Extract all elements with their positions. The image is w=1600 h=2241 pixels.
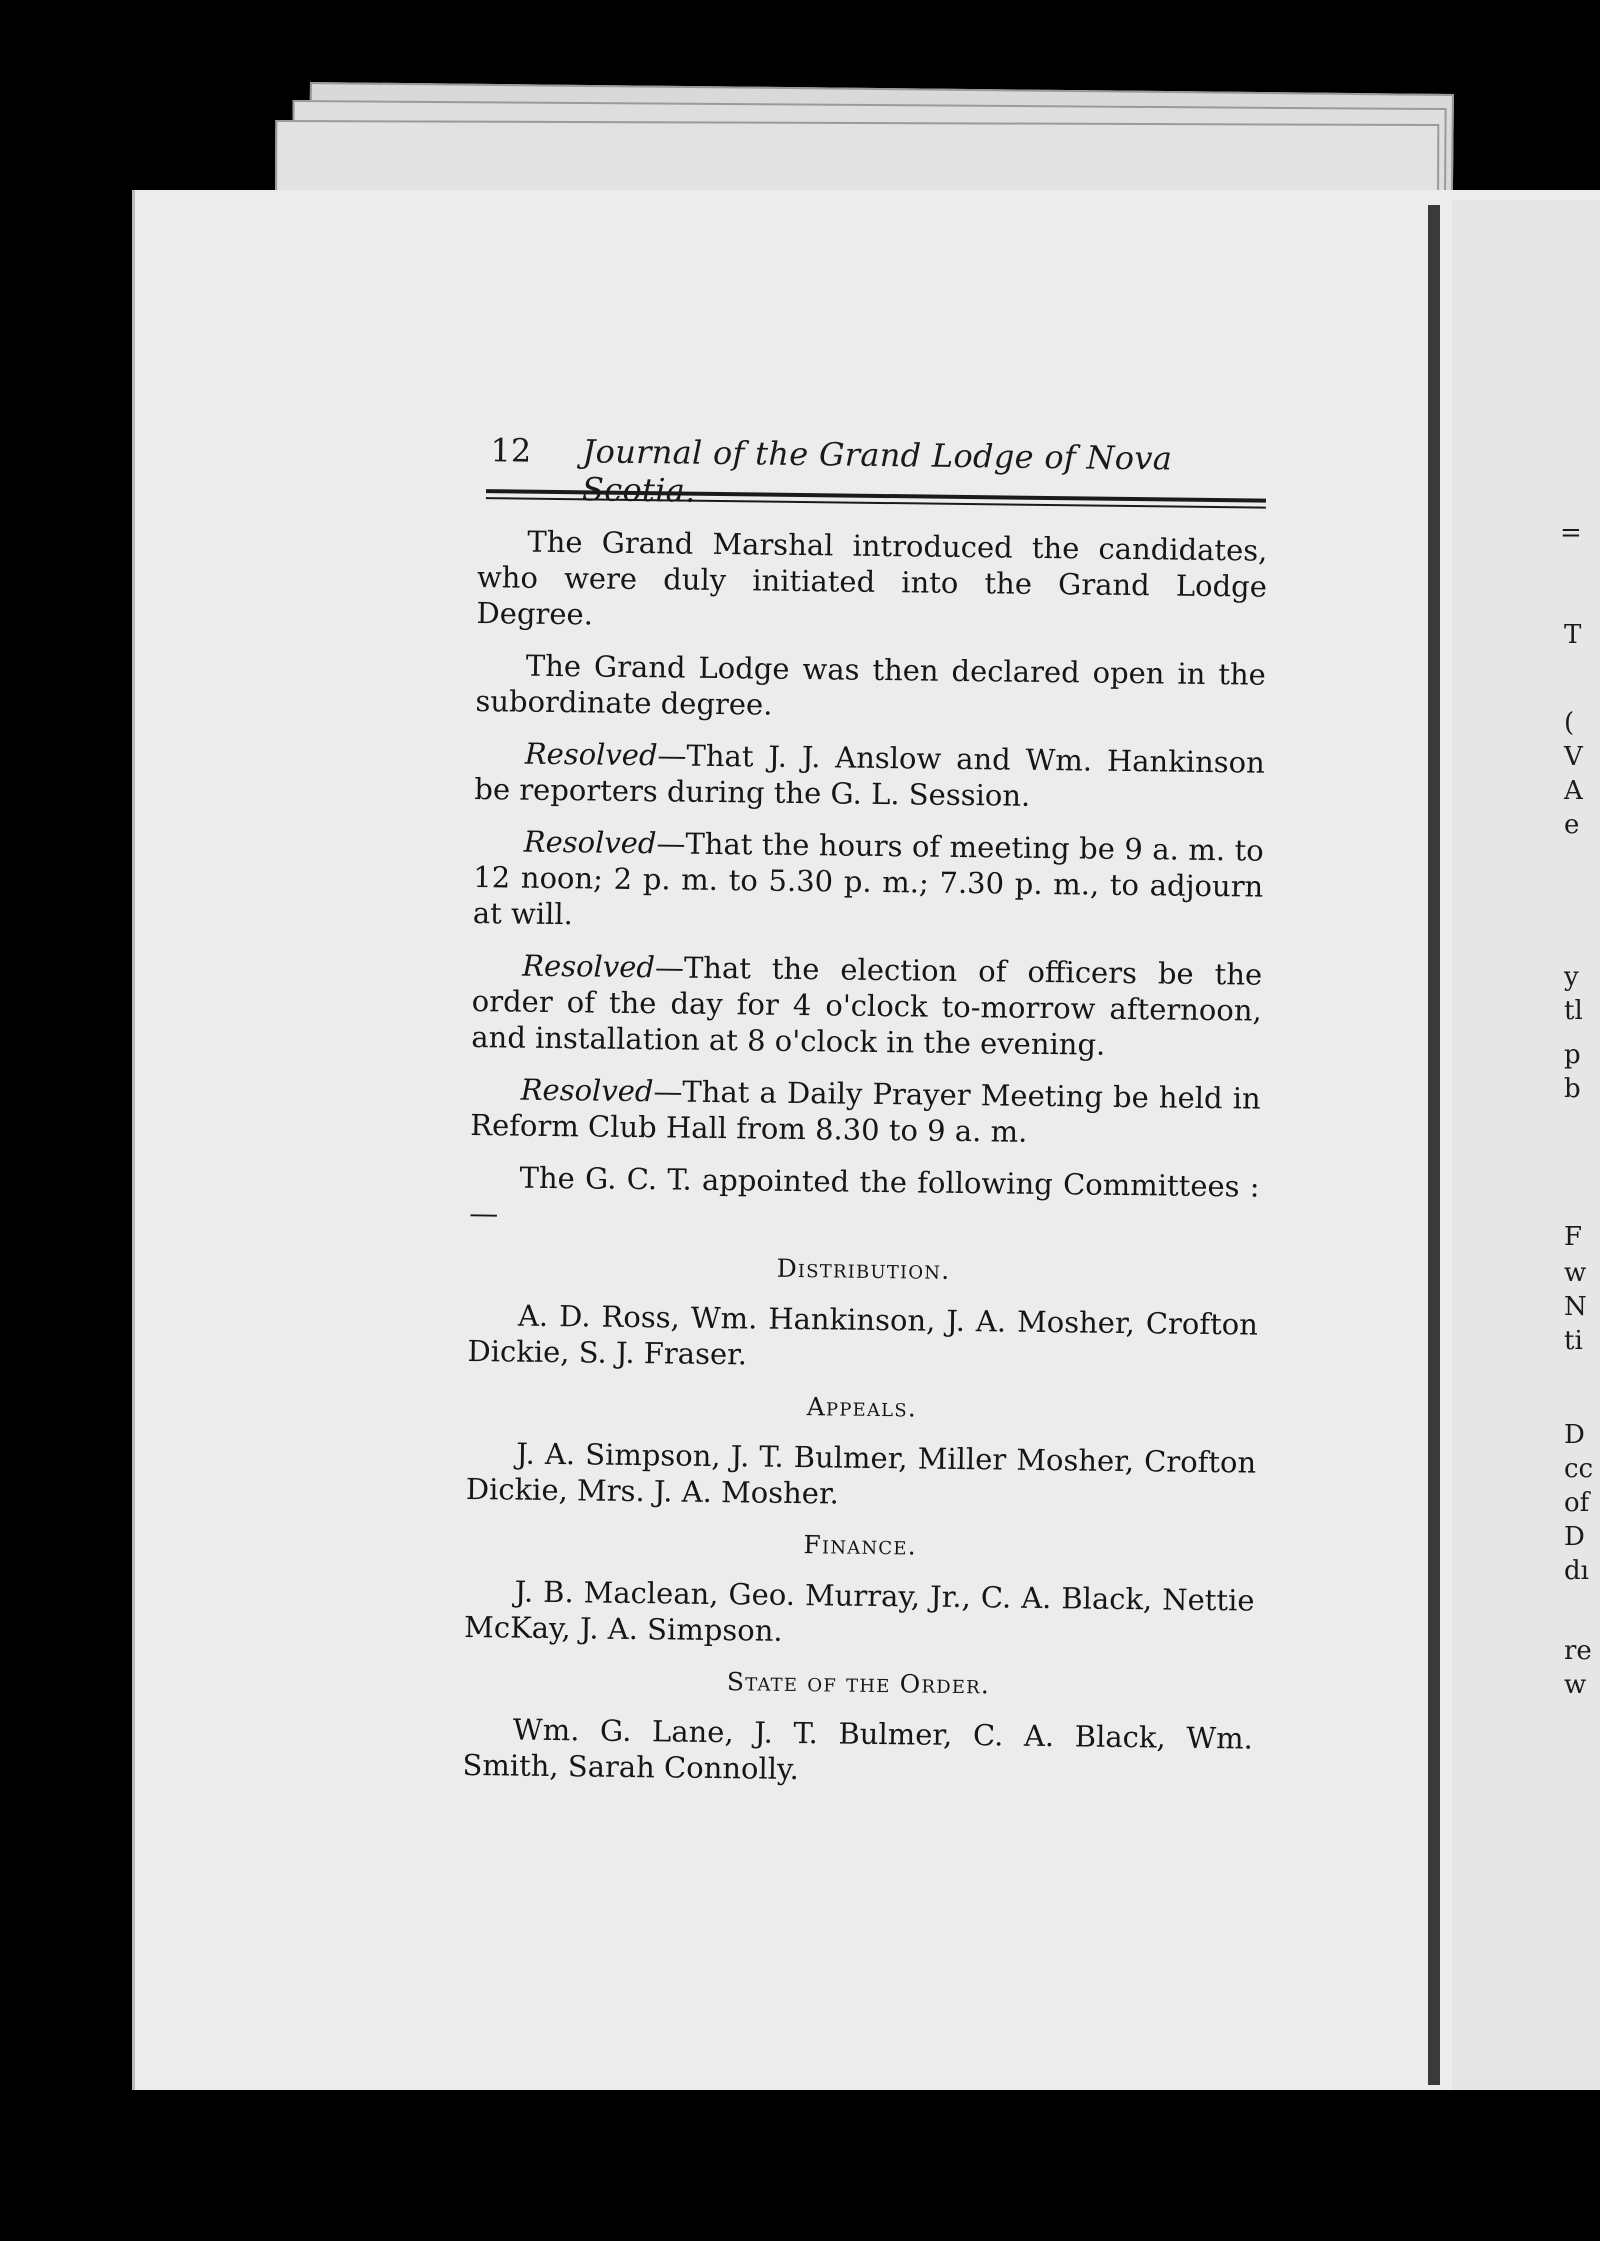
committee-heading: State of the Order. [463, 1661, 1253, 1707]
committee-heading: Finance. [465, 1523, 1255, 1569]
committee-members: A. D. Ross, Wm. Hankinson, J. A. Mosher, Crofton Dickie, S. J. Fraser. [467, 1297, 1258, 1379]
paragraph-text: The G. C. T. appointed the following Committees :— [469, 1161, 1260, 1231]
page-body [462, 523, 1268, 1809]
facing-page-fragment: N [1564, 1292, 1587, 1322]
resolved-lead: Resolved [521, 1073, 654, 1109]
resolution-paragraph [473, 823, 1264, 941]
committee-members: J. A. Simpson, J. T. Bulmer, Miller Mosher, Crofton Dickie, Mrs. J. A. Mosher. [466, 1435, 1257, 1517]
committee-members: Wm. G. Lane, J. T. Bulmer, C. A. Black, Wm. Smith, Sarah Connolly. [462, 1711, 1253, 1793]
facing-page-fragment: D [1564, 1522, 1585, 1552]
resolution-paragraph [471, 947, 1262, 1065]
facing-page-fragment: = [1560, 518, 1582, 548]
facing-page-fragment: e [1564, 810, 1579, 840]
paragraph-text: The Grand Lodge was then declared open in the subordinate degree. [475, 649, 1266, 722]
resolution-paragraph [474, 735, 1265, 817]
resolved-lead: Resolved [524, 825, 657, 861]
facing-page-fragment: D [1564, 1420, 1585, 1450]
running-title: Journal of the Grand Lodge of Nova Scotia. [582, 432, 1271, 516]
facing-page-fragment: p [1564, 1040, 1581, 1070]
page-number: 12 [490, 431, 531, 469]
facing-page-fragment: w [1564, 1670, 1586, 1700]
paragraph-text: —That the election of officers be the order of the day for 4 o'clock to-morrow afternoon, and installation at 8 o'clock in the evening. [471, 950, 1262, 1062]
facing-page-fragment: A [1564, 776, 1583, 806]
facing-page-fragment: w [1564, 1258, 1586, 1288]
facing-page-fragment: of [1564, 1488, 1589, 1518]
committee-heading: Distribution. [468, 1247, 1258, 1293]
paragraph-text: —That J. J. Anslow and Wm. Hankinson be reporters during the G. L. Session. [474, 738, 1265, 813]
facing-page-fragment: F [1564, 1222, 1582, 1252]
resolved-lead: Resolved [525, 737, 658, 773]
committee-heading: Appeals. [467, 1385, 1257, 1431]
paragraph-text: —That the hours of meeting be 9 a. m. to 12 noon; 2 p. m. to 5.30 p. m.; 7.30 p. m., to adjourn at will. [473, 826, 1264, 931]
facing-page-fragment: b [1564, 1074, 1581, 1104]
facing-page-fragment: T [1564, 620, 1581, 650]
page-header [490, 427, 1271, 497]
facing-page-fragment: ti [1564, 1326, 1583, 1356]
facing-page-fragment: V [1564, 742, 1583, 772]
facing-page-fragment: y [1564, 962, 1579, 992]
resolved-lead: Resolved [522, 949, 655, 985]
paragraph-text: The Grand Marshal introduced the candidates, who were duly initiated into the Grand Lodge Degree. [476, 525, 1267, 632]
facing-page-fragment: ( [1564, 708, 1574, 738]
paragraph [475, 647, 1266, 729]
facing-page-fragment: dı [1564, 1556, 1589, 1586]
paragraph [476, 523, 1267, 641]
committee-members: J. B. Maclean, Geo. Murray, Jr., C. A. Black, Nettie McKay, J. A. Simpson. [464, 1573, 1255, 1655]
facing-page-fragment: tl [1564, 996, 1583, 1026]
paragraph-text: —That a Daily Prayer Meeting be held in Reform Club Hall from 8.30 to 9 a. m. [470, 1074, 1261, 1149]
facing-page-fragment: cc [1564, 1454, 1593, 1484]
paragraph [469, 1159, 1260, 1241]
resolution-paragraph [470, 1071, 1261, 1153]
facing-page-fragment: re [1564, 1636, 1592, 1666]
